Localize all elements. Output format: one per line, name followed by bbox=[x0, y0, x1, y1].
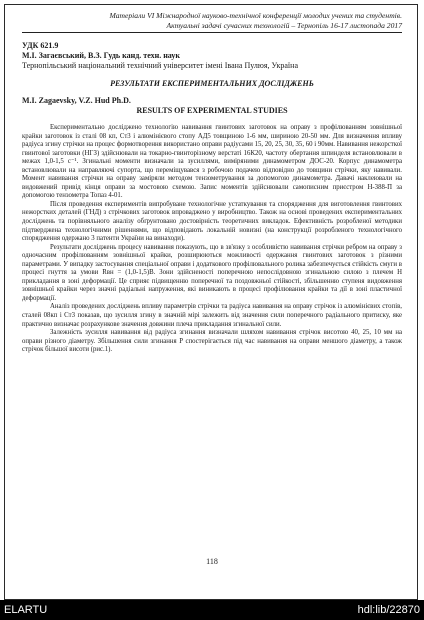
running-header bbox=[22, 11, 402, 30]
authors-ua: М.І. Загаєвський, В.З. Гудь канд. техн. наук bbox=[22, 51, 181, 60]
page-number: 118 bbox=[206, 557, 218, 566]
body-text bbox=[22, 124, 402, 355]
running-header-line1: Матеріали VI Міжнародної науково-технічної конференції молодих учених та студентів. bbox=[109, 11, 402, 20]
paper-title-ua: РЕЗУЛЬТАТИ ЕКСПЕРИМЕНТАЛЬНИХ ДОСЛІДЖЕНЬ bbox=[110, 79, 314, 88]
paragraph: Експериментально досліджено технологію навивання гвинтових заготовок на оправу з профілюванням зовнішньої крайки заготовок із сталі 08 кп, Ст3 і алюмінієвого стопу АД5 товщиною 1-6 мм, шириною 20-50 мм. Для визначення впливу радіуса згину стрічки на процес формотворення використано оправи радіусами 15, 20, 25, 30, 35, 60 і 90мм. Навивання нежорсткої гвинтової заготовки (НГЗ) здійснювали на токарно-гвинторізному верстаті 16К20, частоту обертання шпинделя встановлювали в межах 1,0-1,5 с⁻¹. Згинальні моменти визначали за зусиллями, виміряними динамометром ДОС-20. Корпус динамометра встановлювали на направляючі супорта, що переміщувався з робочою подачею відповідно до товщини стрічки, яку навивали. Момент навивання стрічки на оправу заміряли методом тензометрування за допомогою динамометра. Давачі наклеювали на видовжений привід кінця оправи за мостовою схемою. Запис моментів здійснювали самописним приєстром Н-388-П за допомогою тензометра Топаз 4-01. bbox=[22, 124, 402, 200]
handle-link[interactable]: hdl:lib/22870 bbox=[357, 604, 420, 616]
running-header-line2: Актуальні задачі сучасних технологій – Тернопіль 16-17 листопада 2017 bbox=[166, 20, 402, 30]
repository-name: ELARTU bbox=[4, 604, 48, 616]
paper-title-en: RESULTS OF EXPERIMENTAL STUDIES bbox=[136, 106, 288, 115]
paragraph: Залежність зусилля навивання від радіуса згинання визначали шляхом навивання стрічок висотою 40, 25, 10 мм на оправи різного діаметру. Збільшення сили згинання P спостерігається під час навивання на оправи меншого діаметру, а також стрічок більшої висоти (рис.1). bbox=[22, 329, 402, 354]
paragraph: Після проведення експериментів випробуване технологічне устаткування та спорядження для виготовлення гвинтових нежорстких деталей (ГНД) з стрічкових заготовок впроваджено у виробництво. Також на основі проведених експериментальних досліджень та порівняльного аналізу обґрунтовано достовірність теоретичних викладок. Ефективність розробленої методики підтверджена технологічними рішеннями, що відповідають локальній новизні (на конструкції розробленого технологічного спорядження одержано 3 патенти України на винаходи). bbox=[22, 200, 402, 243]
paragraph: Результати досліджень процесу навивання показують, що в зв'язку з особливістю навивання стрічки ребром на оправу з одночасним профілюванням зовнішньої крайки, розширюються можливості одержання гвинтових заготовок з різними параметрами. У випадку застосування спеціальної оправи і додаткового профілювального ролика забезпечується стійкість смуги в процесі гнуття за умови Rвн = (1,0-1,5)B. Зони здійсненості поперечною непослідовною згинальною силою з плечем Н прикладання в зоні деформації. Це сприяє підвищенню поперечної та поздовжньої стійкості, збільшенню ступеня видовження зовнішньої крайки через значні радіальні напруження, які виникають в процесі профілювання крайки та дії в зоні пластичної деформації. bbox=[22, 243, 402, 302]
affiliation: Тернопільський національний технічний університет імені Івана Пулюя, Україна bbox=[22, 61, 298, 70]
repository-footer bbox=[0, 600, 424, 620]
udk-code: УДК 621.9 bbox=[22, 41, 59, 50]
header-divider bbox=[22, 32, 402, 33]
document-page bbox=[22, 11, 402, 355]
authors-en: M.I. Zagaevsky, V.Z. Hud Ph.D. bbox=[22, 96, 131, 105]
paragraph: Аналіз проведених досліджень впливу параметрів стрічки та радіуса навивання на оправу стрічок із алюмінієвих стопів, сталей 08кп і Ст3 показав, що зусилля згину в значній мірі залежить від значення сили поперечного радіального притиску, яке практично визначає розрахункове значення довжини плеча прикладання згинальної сили. bbox=[22, 303, 402, 328]
